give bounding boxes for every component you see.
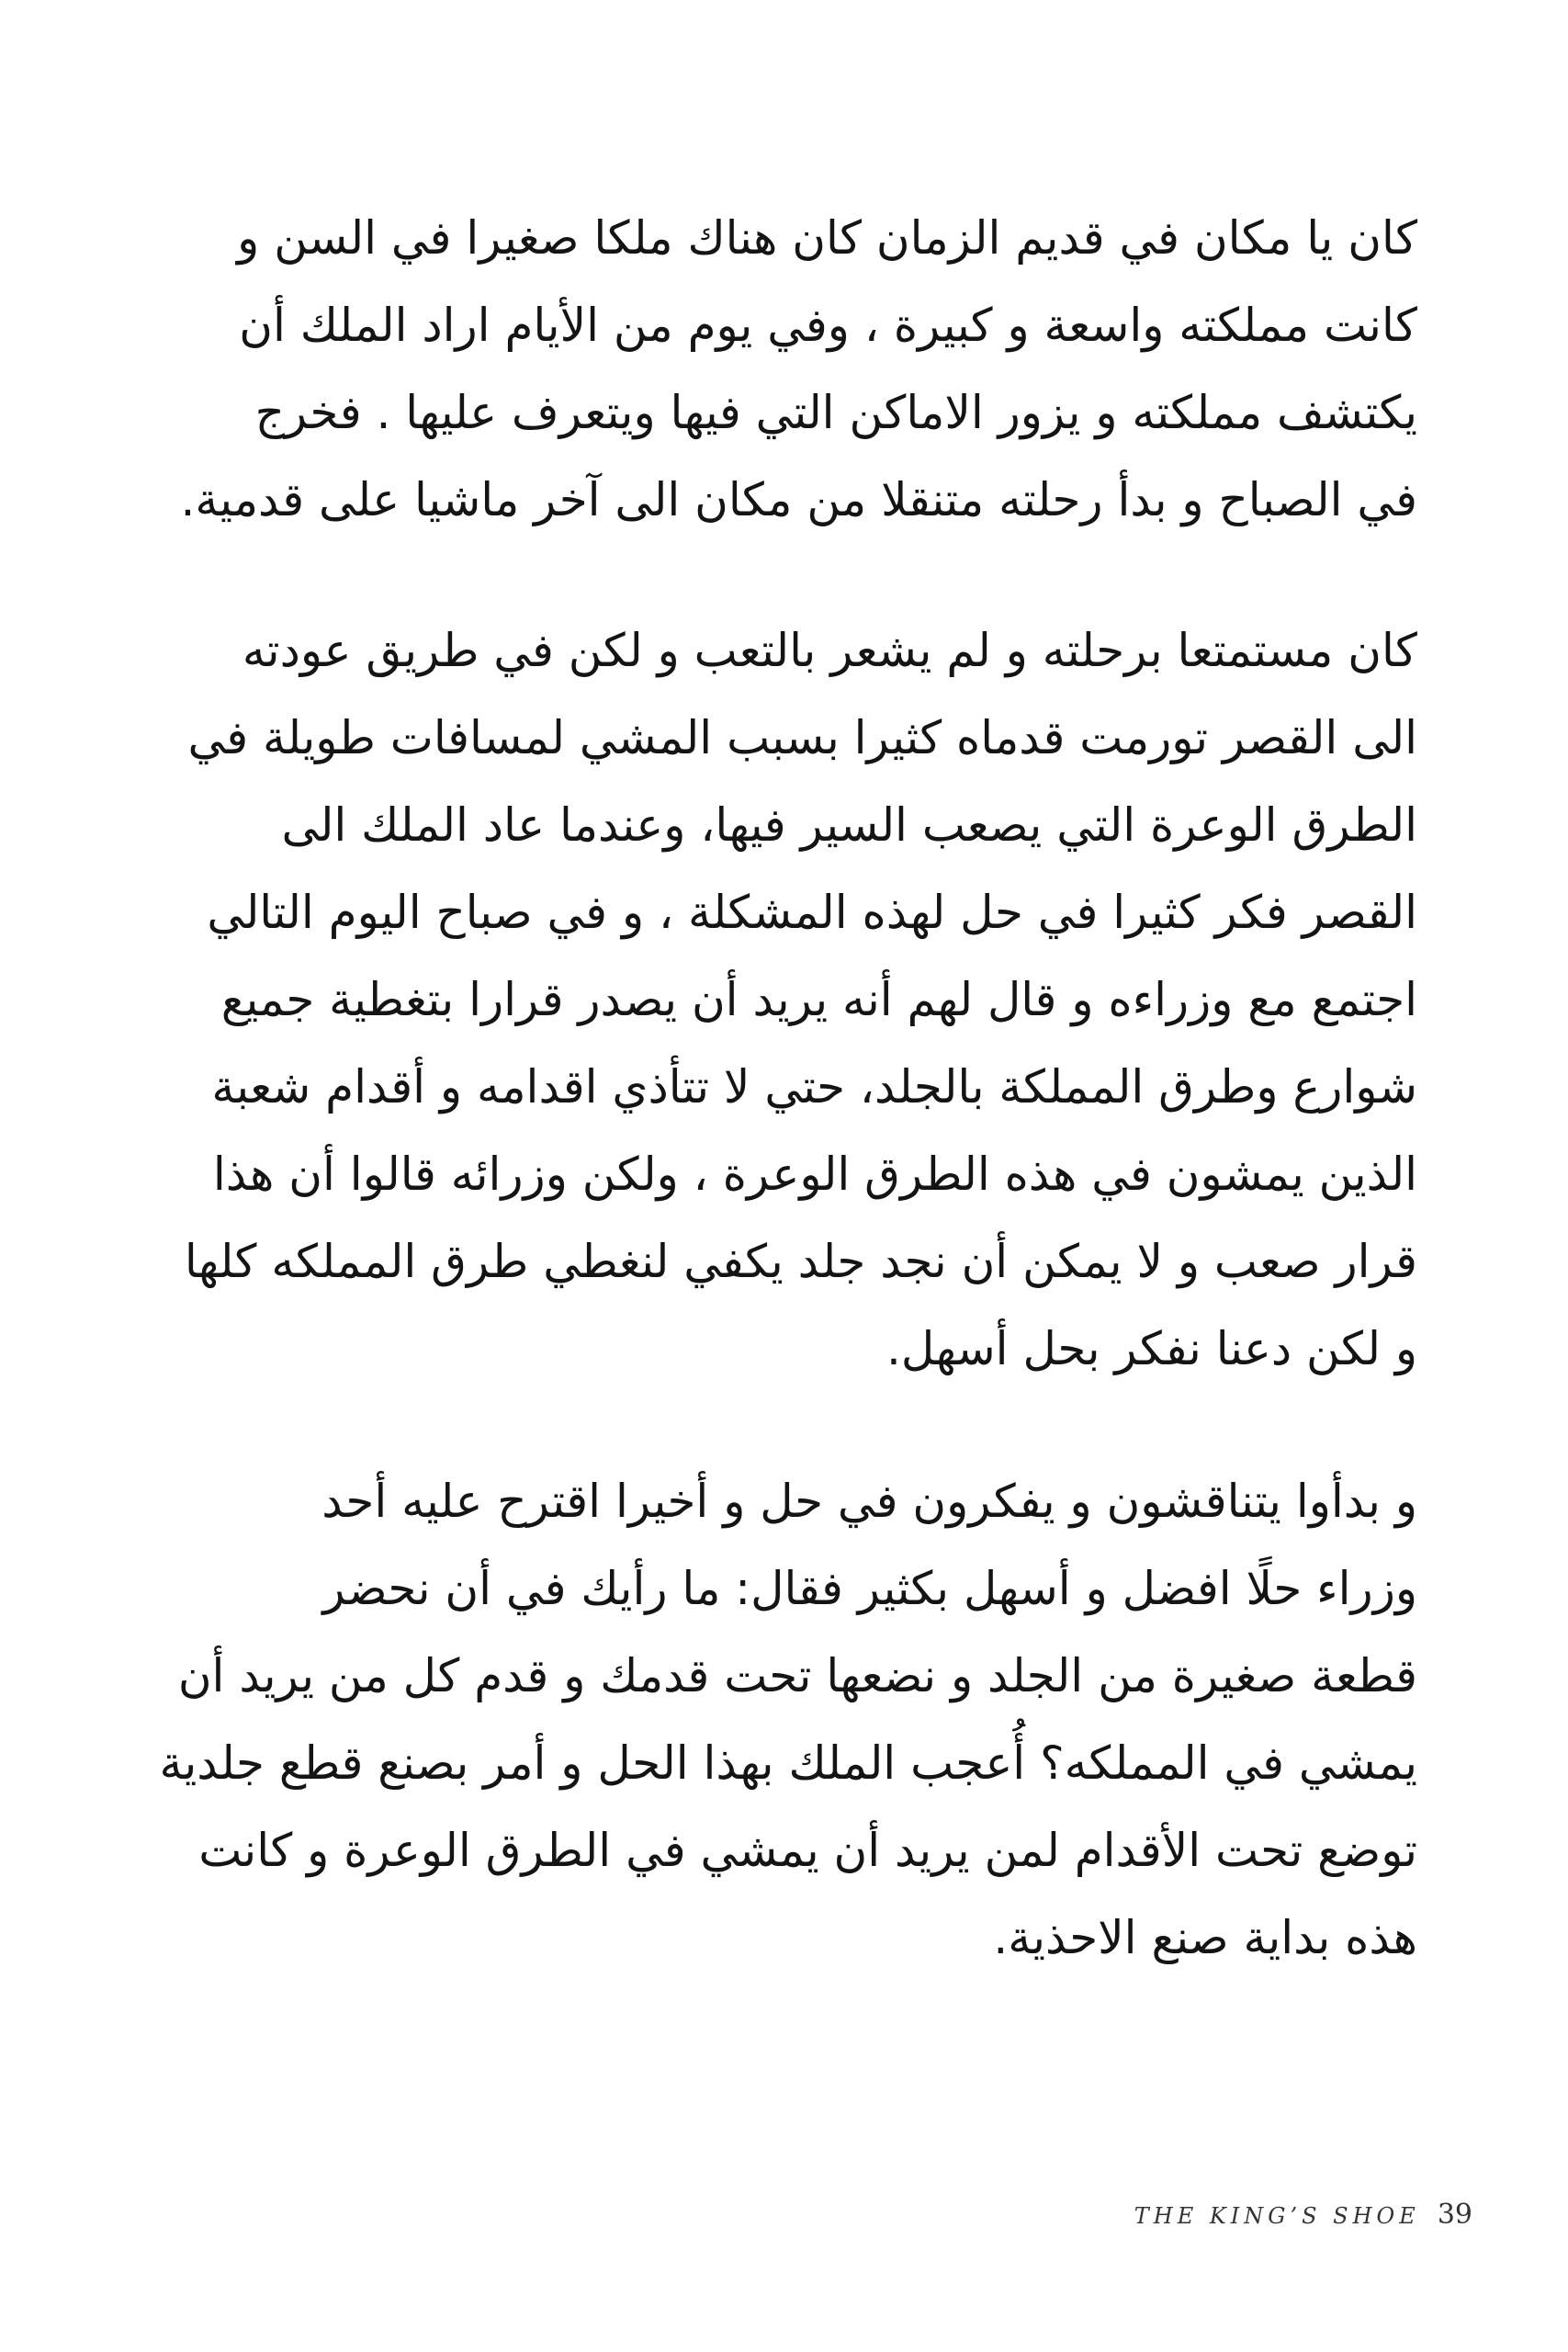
page-number: 39 xyxy=(1437,2199,1472,2231)
paragraph-line: في الصباح و بدأ رحلته متنقلا من مكان الى آخر ماشيا على قدمية. xyxy=(180,473,1417,526)
paragraph-line: كان يا مكان في قديم الزمان كان هناك ملكا صغيرا في السن و xyxy=(237,211,1417,265)
paragraph-line: كانت مملكته واسعة و كبيرة ، وفي يوم من الأيام اراد الملك أن xyxy=(239,299,1417,352)
running-title: THE KING’S SHOE xyxy=(1134,2203,1420,2229)
paragraph-line: هذه بداية صنع الاحذية. xyxy=(993,1911,1417,1964)
page-footer xyxy=(1134,2192,1472,2238)
paragraph-line: قرار صعب و لا يمكن أن نجد جلد يكفي لنغطي طرق المملكه كلها xyxy=(184,1235,1417,1288)
paragraph-line: توضع تحت الأقدام لمن يريد أن يمشي في الطرق الوعرة و كانت xyxy=(198,1824,1417,1877)
paragraph-line: الى القصر تورمت قدماه كثيرا بسبب المشي لمسافات طويلة في xyxy=(187,711,1417,764)
paragraph-1 xyxy=(136,195,1417,544)
paragraph-line: اجتمع مع وزراءه و قال لهم أنه يريد أن يصدر قرارا بتغطية جميع xyxy=(220,973,1417,1026)
paragraph-line: وزراء حلًا افضل و أسهل بكثير فقال: ما رأيك في أن نحضر xyxy=(322,1562,1417,1615)
paragraph-2 xyxy=(136,607,1417,1393)
paragraph-line: يكتشف مملكته و يزور الاماكن التي فيها ويتعرف عليها . فخرج xyxy=(254,386,1417,439)
paragraph-line: القصر فكر كثيرا في حل لهذه المشكلة ، و في صباح اليوم التالي xyxy=(207,886,1417,939)
paragraph-line: و لكن دعنا نفكر بحل أسهل. xyxy=(886,1322,1417,1375)
paragraph-line: يمشي في المملكه؟ أُعجب الملك بهذا الحل و أمر بصنع قطع جلدية xyxy=(159,1736,1417,1790)
paragraph-line: قطعة صغيرة من الجلد و نضعها تحت قدمك و قدم كل من يريد أن xyxy=(177,1649,1417,1702)
paragraph-line: الطرق الوعرة التي يصعب السير فيها، وعندما عاد الملك الى xyxy=(281,798,1417,852)
paragraph-line: شوارع وطرق المملكة بالجلد، حتي لا تتأذي اقدامه و أقدام شعبة xyxy=(211,1060,1417,1114)
paragraph-line: كان مستمتعا برحلته و لم يشعر بالتعب و لكن في طريق عودته xyxy=(242,624,1417,677)
paragraph-line: الذين يمشون في هذه الطرق الوعرة ، ولكن وزرائه قالوا أن هذا xyxy=(212,1148,1417,1201)
paragraph-3 xyxy=(136,1458,1417,1982)
paragraph-line: و بدأوا يتناقشون و يفكرون في حل و أخيرا اقترح عليه أحد xyxy=(321,1475,1417,1528)
